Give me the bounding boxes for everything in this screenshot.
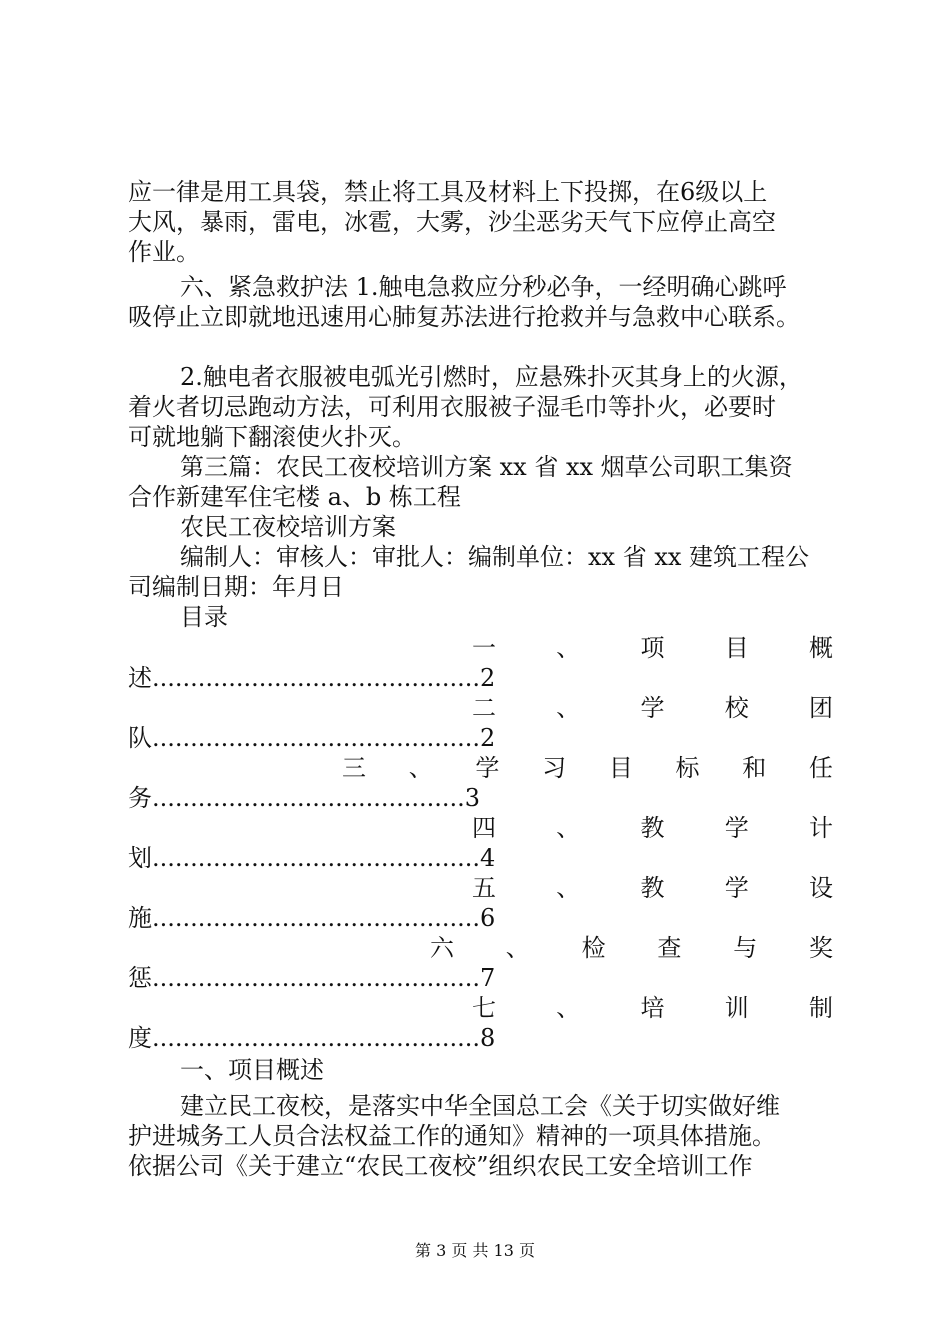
paragraph-line: 护进城务工人员合法权益工作的通知》精神的一项具体措施。 (128, 1122, 776, 1150)
document-subtitle: 农民工夜校培训方案 (180, 513, 396, 541)
toc-entry-heading: 一 、 项 目 概 (472, 634, 833, 662)
paragraph-line: 第三篇：农民工夜校培训方案 xx 省 xx 烟草公司职工集资 (180, 453, 793, 481)
paragraph-line: 依据公司《关于建立“农民工夜校”组织农民工安全培训工作 (128, 1152, 753, 1180)
toc-entry-leader[interactable]: 队...........................................2 (128, 724, 496, 752)
paragraph-line: 作业。 (128, 238, 200, 266)
paragraph-line: 大风，暴雨，雷电，冰雹，大雾，沙尘恶劣天气下应停止高空 (128, 208, 776, 236)
paragraph-line: 2.触电者衣服被电弧光引燃时，应悬殊扑灭其身上的火源， (180, 363, 803, 391)
toc-entry-leader[interactable]: 惩...........................................7 (128, 964, 496, 992)
toc-entry-leader[interactable]: 施...........................................6 (128, 904, 496, 932)
paragraph-line: 应一律是用工具袋，禁止将工具及材料上下投掷，在6级以上 (128, 178, 768, 206)
toc-entry-leader[interactable]: 划...........................................4 (128, 844, 496, 872)
paragraph-line: 合作新建军住宅楼 a、b 栋工程 (128, 483, 461, 511)
page-footer: 第 3 页 共 13 页 (415, 1241, 535, 1260)
paragraph-line: 六、紧急救护法 1.触电急救应分秒必争，一经明确心跳呼 (180, 273, 787, 301)
toc-entry-leader[interactable]: 述...........................................2 (128, 664, 496, 692)
paragraph-line: 着火者切忌跑动方法，可利用衣服被子湿毛巾等扑火，必要时 (128, 393, 776, 421)
paragraph-line: 吸停止立即就地迅速用心肺复苏法进行抢救并与急救中心联系。 (128, 303, 800, 331)
section-heading: 一、项目概述 (180, 1056, 324, 1084)
toc-title: 目录 (180, 603, 228, 631)
paragraph-line: 编制人：审核人：审批人：编制单位：xx 省 xx 建筑工程公 (180, 543, 810, 571)
toc-entry-heading: 五 、 教 学 设 (472, 874, 833, 902)
paragraph-line: 可就地躺下翻滚使火扑灭。 (128, 423, 416, 451)
toc-entry-heading: 六 、 检 查 与 奖 (430, 934, 833, 962)
toc-entry-heading: 七 、 培 训 制 (472, 994, 833, 1022)
toc-entry-leader[interactable]: 度...........................................8 (128, 1024, 496, 1052)
paragraph-line: 建立民工夜校，是落实中华全国总工会《关于切实做好维 (180, 1092, 780, 1120)
paragraph-line: 司编制日期：年月日 (128, 573, 344, 601)
toc-entry-heading: 三 、 学 习 目 标 和 任 (342, 754, 833, 782)
toc-entry-leader[interactable]: 务.........................................3 (128, 784, 481, 812)
toc-entry-heading: 四 、 教 学 计 (472, 814, 833, 842)
toc-entry-heading: 二 、 学 校 团 (472, 694, 833, 722)
